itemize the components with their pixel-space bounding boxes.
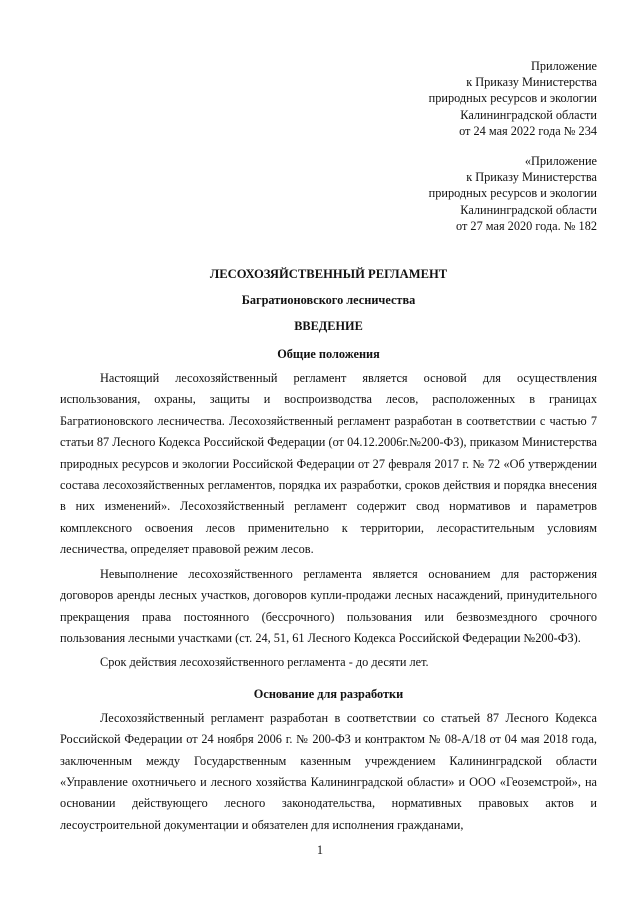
appendix-line: к Приказу Министерства xyxy=(466,170,597,185)
paragraph-basis: Лесохозяйственный регламент разработан в соответствии со статьей 87 Лесного Кодекса Российской Федерации от 24 ноября 2006 г. № 200-ФЗ и контрактом № 08-А/18 от 04 мая 2018 года, заключенным между Государственным казенным учреждением Калининградской области «Управление охотничьего и лесного хозяйства Калининградской области» и ООО «Геоземстрой», на основании действующего лесного законодательства, нормативных правовых актов и лесоустроительной документации и обязателен для исполнения гражданами, xyxy=(60,710,597,832)
appendix-block-2022 xyxy=(60,58,597,139)
basis-heading: Основание для разработки xyxy=(253,686,404,701)
appendix-line: Калининградской области xyxy=(460,202,597,217)
appendix-line: от 27 мая 2020 года. № 182 xyxy=(455,218,597,233)
appendix-line: к Приказу Министерства xyxy=(466,75,597,90)
appendix-line: природных ресурсов и экологии xyxy=(428,186,597,201)
document-subtitle: Багратионовского лесничества xyxy=(241,293,416,308)
appendix-line: от 24 мая 2022 года № 234 xyxy=(459,123,597,138)
document-title: ЛЕСОХОЗЯЙСТВЕННЫЙ РЕГЛАМЕНТ xyxy=(209,267,448,282)
paragraph-general-1: Настоящий лесохозяйственный регламент является основой для осуществления использования, охраны, защиты и воспроизводства лесов, расположенных в границах Багратионовского лесничества. Лесохозяйственный регламент разработан в соответствии с частью 7 статьи 87 Лесного Кодекса Российской Федерации (от 04.12.2006г.№200-ФЗ), приказом Министерства природных ресурсов и экологии Российской Федерации от 27 февраля 2017 г. № 72 «Об утверждении состава лесохозяйственных регламентов, порядка их разработки, сроков действия и порядка внесения в них изменений». Лесохозяйственный регламент содержит свод нормативов и параметров комплексного освоения лесов применительно к территории, лесорастительным условиям лесничества, определяет правовой режим лесов. xyxy=(60,371,597,557)
document-page xyxy=(60,58,597,836)
appendix-line: «Приложение xyxy=(524,154,597,169)
appendix-block-2020 xyxy=(60,153,597,234)
section-heading: ВВЕДЕНИЕ xyxy=(294,319,363,334)
appendix-line: Калининградской области xyxy=(460,107,597,122)
paragraph-general-2: Невыполнение лесохозяйственного регламента является основанием для расторжения договоров аренды лесных участков, договоров купли-продажи лесных насаждений, принудительного прекращения права постоянного (бессрочного) пользования или безвозмездного срочного пользования лесными участками (ст. 24, 51, 61 Лесного Кодекса Российской Федерации №200-ФЗ). xyxy=(60,566,597,645)
general-provisions-heading: Общие положения xyxy=(277,347,380,362)
appendix-line: природных ресурсов и экологии xyxy=(428,91,597,106)
paragraph-general-3: Срок действия лесохозяйственного регламента - до десяти лет. xyxy=(100,655,429,670)
page-number: 1 xyxy=(316,843,324,857)
appendix-line: Приложение xyxy=(531,59,597,73)
